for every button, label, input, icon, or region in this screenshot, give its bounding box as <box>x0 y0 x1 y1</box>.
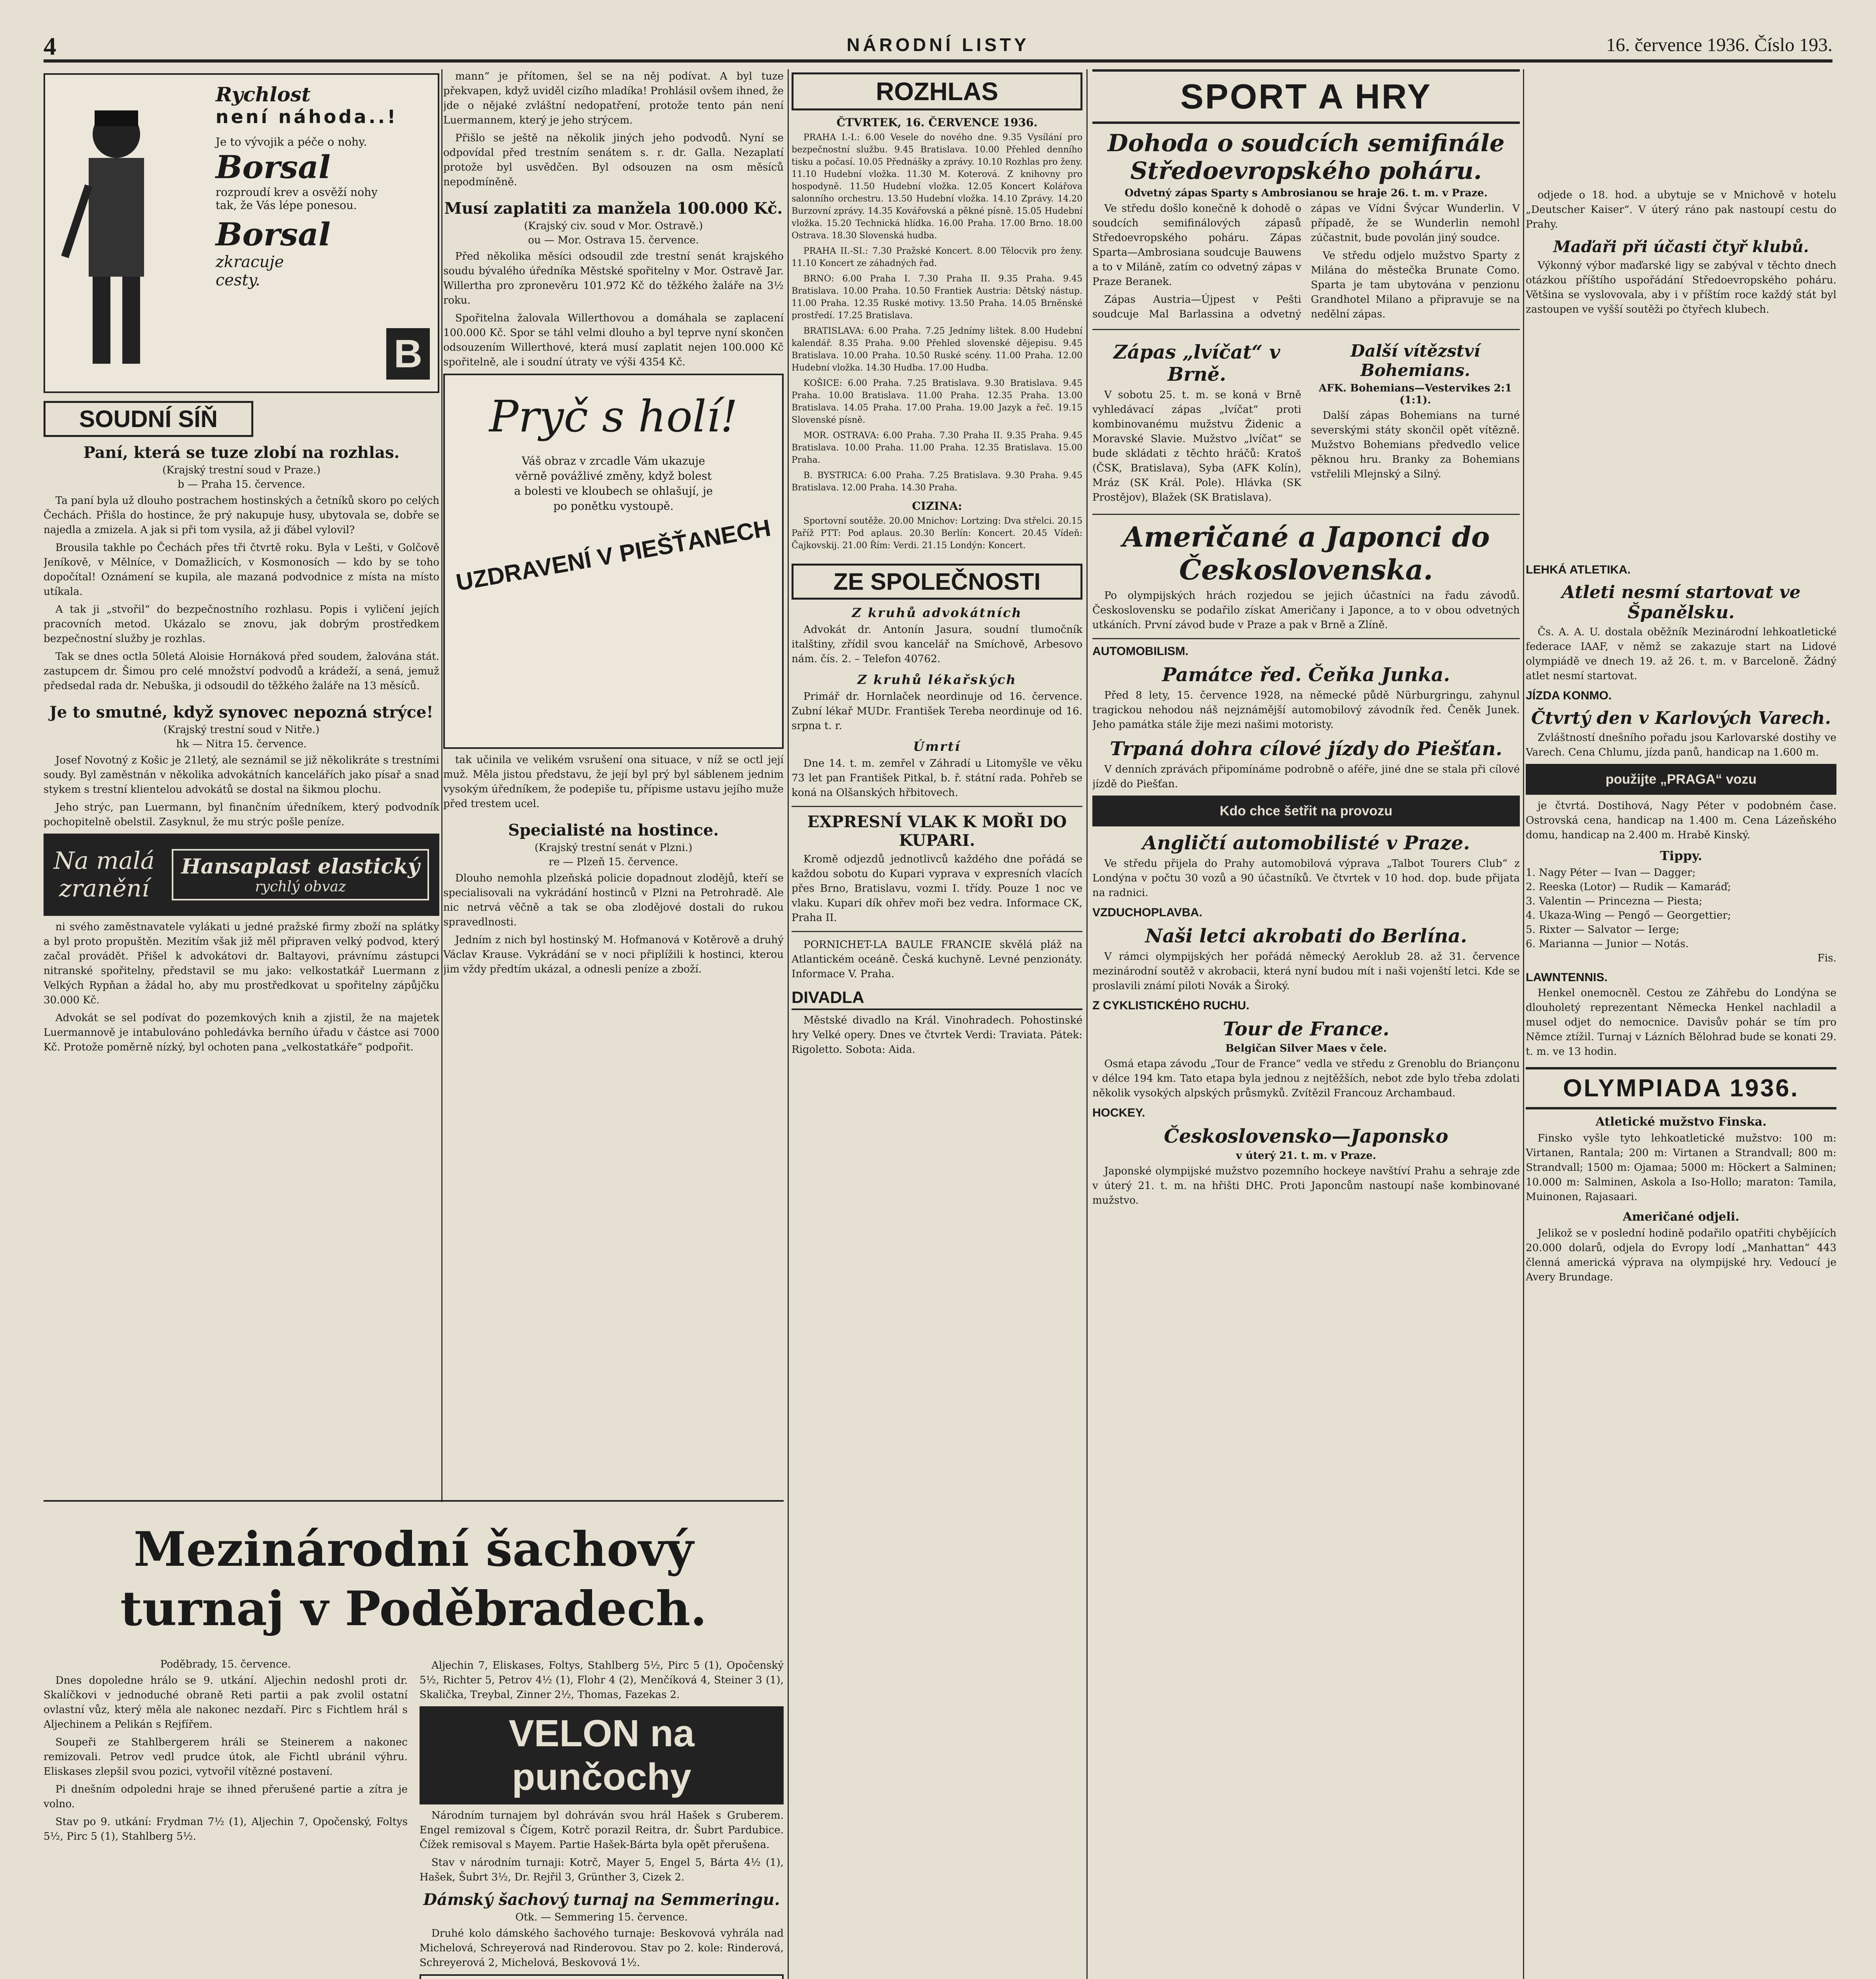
column-rule <box>788 69 789 1979</box>
society-heading: Úmrtí <box>913 739 961 754</box>
ad-text: cesty. <box>215 271 260 289</box>
ad-headline: Pryč s holí! <box>489 391 738 442</box>
velon-ad <box>420 1706 784 1804</box>
section-subtitle: LEHKÁ ATLETIKA. <box>1526 563 1631 576</box>
article-title: Američané a Japonci do Československa. <box>1122 520 1490 586</box>
article-paragraph: Jelikož se v poslední hodině podařilo opatřiti chybějících 20.000 dolarů, odjela do Evropy lodí „Manhattan“ 443 členná americká výprava na olympijské hry. Vedoucí je Avery Brundage. <box>1526 1227 1836 1283</box>
column-sport <box>1092 69 1520 1979</box>
column-sport-2 <box>1526 69 1836 1979</box>
article-dateline: ou — Mor. Ostrava 15. července. <box>528 234 699 246</box>
article-dateline: Poděbrady, 15. července. <box>160 1658 291 1670</box>
section-subtitle: AUTOMOBILISM. <box>1092 645 1189 658</box>
ad-text: tak, že Vás lépe ponesou. <box>215 199 357 212</box>
chess-headline: Mezinárodní šachový turnaj v Poděbradech. <box>120 1521 707 1637</box>
section-subtitle: HOCKEY. <box>1092 1106 1145 1119</box>
article-title: Musí zaplatiti za manžela 100.000 Kč. <box>444 199 783 218</box>
ad-brand: Borsal <box>215 148 331 186</box>
radio-program: PRAHA I.-I.: 6.00 Vesele do nového dne. 9.35 Vysílání pro bezpečnostní službu. 9.45 Bratislava. 10.00 Přehled denního tisku a počasí. 10.05 Přednášky a zprávy. 10.10 Rozhlas pro ženy. 11.10 Hudební vložka. 11.30 M. Koterová. Z knihovny pro hospodyně. 11.50 Hudební vložka. 12.05 Koncert Kolářova salonního orchestru. 13.50 Hudební vložka. 14.10 Zprávy. 14.20 Burzovní zprávy. 14.35 Kovářovská a pěkné písně. 15.05 Hudební vložka. 15.20 Technická hlídka. 16.00 Praha. 17.00 Brno. 18.00 Ostrava. 18.30 Slovenská hudba. <box>792 133 1082 241</box>
theatre-listing: Městské divadlo na Král. Vinohradech. Pohostinské hry Velké opery. Dnes ve čtvrtek Verdi: Traviata. Pátek: Rigoletto. Sobota: Aida. <box>792 1014 1082 1056</box>
column-court-2 <box>443 69 784 1502</box>
ad-text: Váš obraz v zrcadle Vám ukazuje věrně povážlivé změny, když bolest a bolesti ve kloubech se ohlašují, je po ponětku vystoupě. <box>514 454 713 513</box>
article-title: Angličtí automobilisté v Praze. <box>1142 832 1470 854</box>
article-title: Dámský šachový turnaj na Semmeringu. <box>423 1890 780 1909</box>
article-title: Specialisté na hostince. <box>508 821 719 839</box>
tips-title: Tippy. <box>1660 848 1702 863</box>
article-paragraph: Josef Novotný z Košic je 21letý, ale seznámil se již několikráte s trestními soudy. Byl zaměstnán v několika advokátních kancelářích jako písař a snad stykem s trestní klientelou advokátů se dostal na šikmou plochu. <box>44 754 439 796</box>
article-paragraph: Čs. A. A. U. dostala oběžník Mezinárodní lehkoatletické federace IAAF, v němž se zakazuje start na Lidové olympiádě ve dnech 19. až 26. t. m. v Barceloně. Žádný atlet nesmí startovat. <box>1526 626 1836 682</box>
article-subtitle: (Krajský trestní soud v Praze.) <box>162 464 321 476</box>
article-paragraph: Dlouho nemohla plzeňská policie dopadnout zlodějů, kteří se specialisovali na vykrádání hostinců v Plzni na Petrohradě. Ale nic netrvá věčně a tak se oba zlodějové dostali do rukou spravedlnosti. <box>443 872 784 928</box>
article-title: Československo—Japonsko <box>1164 1125 1449 1147</box>
article-paragraph: Spořitelna žalovala Willerthovou a domáhala se zaplacení 100.000 Kč. Spor se táhl velmi dlouho a byl teprve nyní skončen odsouzením Willerthové, která musí zaplatit nejen 100.000 Kč spořitelně, ale i soudní útraty ve výši 4354 Kč. <box>443 312 784 368</box>
article-title: Maďaři při účasti čtyř klubů. <box>1553 237 1809 256</box>
article-dateline: b — Praha 15. července. <box>177 479 306 490</box>
piestany-ad <box>443 374 784 749</box>
article-subtitle: (Krajský civ. soud v Mor. Ostravě.) <box>524 220 703 232</box>
article-title: Čtvrtý den v Karlových Varech. <box>1531 708 1831 728</box>
ad-text: použijte „PRAGA“ vozu <box>1605 771 1757 787</box>
ad-headline: Rychlost <box>215 83 311 106</box>
article-paragraph: Národním turnajem byl dohráván svou hrál Hašek s Gruberem. Engel remizoval s Čígem, Kotrč porazil Reitra, dr. Šubrt Pardubice. Čížek remisoval s Mayem. Partie Hašek-Bárta byla opět přerušena. <box>420 1810 784 1851</box>
article-title: Atleti nesmí startovat ve Španělsku. <box>1561 582 1801 623</box>
article-paragraph: tak učinila ve velikém vsrušení ona situace, v níž se octl její muž. Měla jistou představu, že její byl prý byl sáblenem jednim vysokým úředníkem, že podepiše tu, přípisme ustavu jejího muže před trestem ucel. <box>443 754 784 810</box>
ad-subheadline: není náhoda..! <box>215 106 398 127</box>
article-dateline: Otk. — Semmering 15. července. <box>515 1911 688 1923</box>
article-dateline: re — Plzeň 15. července. <box>549 856 678 868</box>
article-paragraph: A tak ji „stvořil“ do bezpečnostního rozhlasu. Popis i vyličení jejích pracovních metod. Ukázalo se znovu, jak dobrým prostředkem bezpečnostní služby je rozhlas. <box>44 604 439 645</box>
section-title: OLYMPIADA 1936. <box>1526 1067 1836 1109</box>
tips-list <box>1526 866 1836 965</box>
article-dateline: hk — Nitra 15. července. <box>176 738 307 750</box>
section-subtitle: VZDUCHOPLAVBA. <box>1092 906 1202 919</box>
article-paragraph: Ve středu došlo konečně k dohodě o soudcích semifinálových zápasů Středoevropského poháru. Zápas Sparta—Ambrosiana soudcuje Bauwens a to v Miláně, zatím co odvetný zápas v Praze Beranek. <box>1092 203 1301 288</box>
section-title: ZE SPOLEČNOSTI <box>792 564 1082 600</box>
section-title: DIVADLA <box>792 988 1082 1010</box>
article-title: Památce řed. Čeňka Junka. <box>1162 664 1450 686</box>
man-illustration <box>57 99 176 376</box>
article-title: Američané odjeli. <box>1623 1210 1739 1224</box>
ad-brand: Hansaplast elastický <box>181 855 420 879</box>
masthead <box>44 32 1832 63</box>
article-paragraph: V rámci olympijských her pořádá německý Aeroklub 28. až 31. července mezinárodní soutěž v akrobacii, která nyní budou mít i naši vojenští letci. Kde se proslavili známí piloti Novák a Široký. <box>1092 951 1520 992</box>
society-item: Primář dr. Hornlaček neordinuje od 16. července. Zubní lékař MUDr. František Tereba neordinuje od 16. srpna t. r. <box>792 691 1082 732</box>
article-paragraph: Finsko vyšle tyto lehkoatletické mužstvo: 100 m: Virtanen, Rantala; 200 m: Virtanen a Strandvall; 800 m: Strandvall; 1500 m: Ojamaa; 5000 m: Höckert a Salminen; 10.000 m: Salminen, Askola a Iso-Hollo; maraton: Tamila, Muinonen, Rajasaari. <box>1526 1132 1836 1203</box>
article-paragraph: ni svého zaměstnavatele vylákati u jedné pražské firmy zboží na splátky a byl proto propuštěn. Mezitím však již měl připraven velký podvod, který začal provádět. Přišel k advokátovi dr. Baltayovi, právnímu zástupci nitranské spořitelny, představil se mu jako: velkostatkář Luermann z Velkých Rypňan a žádal ho, aby mu prostředkovat u spořitelny zápůjčku 30.000 Kč. <box>44 921 439 1006</box>
society-item: Advokát dr. Antonín Jasura, soudní tlumočník italštiny, zřídil svou kancelář na Smíchově, Arbesovo nám. čís. 2. – Telefon 40762. <box>792 624 1082 665</box>
radio-program: B. BYSTRICA: 6.00 Praha. 7.25 Bratislava. 9.30 Praha. 9.45 Bratislava. 12.00 Praha. 14.30 Praha. <box>792 471 1082 493</box>
tip-signature: Fis. <box>1817 952 1836 964</box>
article-title: Atletické mužstvo Finska. <box>1595 1115 1767 1129</box>
section-subtitle: Z CYKLISTICKÉHO RUCHU. <box>1092 999 1249 1012</box>
tip-item: 6. Marianna — Junior — Notás. <box>1526 938 1689 950</box>
article-title: Další vítězství Bohemians. <box>1350 341 1480 380</box>
radio-program: PRAHA II.-SI.: 7.30 Pražské Koncert. 8.00 Tělocvik pro ženy. 11.10 Koncert ze záhadných řad. <box>792 246 1082 268</box>
article-paragraph: Ve středu odjelo mužstvo Sparty z Milána do městečka Brunate Como. Sparta je tam ubytována v penzionu Grandhotel Milano a připravuje se na nedělní zápas. <box>1311 250 1520 320</box>
section-subtitle: JÍZDA KONMO. <box>1526 689 1612 702</box>
tip-item: 5. Rixter — Salvator — Ierge; <box>1526 924 1680 936</box>
article-paragraph: je čtvrtá. Dostihová, Nagy Péter v podobném čase. Ostrovská cena, handicap na 1.400 m. Cena Lázeňského domu, handicap na 2.400 m. Hrabě Kinský. <box>1526 800 1836 841</box>
article-paragraph: Po olympijských hrách rozjedou se jejich účastníci na řadu závodů. Československu se podařilo získat Američany i Japonce, a to v obou odvetných utkáních. První závod bude v Praze a pak v Brně a Zlíně. <box>1092 590 1520 631</box>
ad-title: EXPRESNÍ VLAK K MOŘI DO KUPARI. <box>807 813 1067 850</box>
ad-text: rozproudí krev a osvěží nohy <box>215 186 378 199</box>
ad-brand: UZDRAVENÍ V PIEŠŤANECH <box>454 514 773 596</box>
hansaplast-ad <box>44 834 439 916</box>
column-rule <box>441 69 442 1502</box>
society-item: Dne 14. t. m. zemřel v Záhradí u Litomyšle ve věku 73 let pan František Pitkal, b. ř. státní rada. Pohřeb se koná na Olšanských hřbitovech. <box>792 758 1082 799</box>
article-subtitle: Odvetný zápas Sparty s Ambrosianou se hraje 26. t. m. v Praze. <box>1124 187 1488 199</box>
section-title: SOUDNÍ SÍŇ <box>44 401 253 437</box>
section-title: ROZHLAS <box>792 72 1082 110</box>
article-paragraph: Druhé kolo dámského šachového turnaje: Beskovová vyhrála nad Michelová, Schreyerová nad Rinderovou. Stav po 2. kole: Rinderová, Schreyerová 2, Michelová, Beskovová 1½. <box>420 1928 784 1969</box>
column-court <box>44 69 439 1502</box>
ad-text: Kdo chce šetřit na provozu <box>1219 803 1393 819</box>
article-paragraph: Další zápas Bohemians na turné severskými státy skončil opět vítězně. Mužstvo Bohemians předvedlo velice pěknou hru. Branky za Bohemians vstřelili Mlejnský a Silný. <box>1311 410 1520 480</box>
article-paragraph: Aljechin 7, Eliskases, Foltys, Stahlberg 5½, Pirc 5 (1), Opočenský 5½, Richter 5, Petrov 4½ (1), Flohr 4 (2), Menčíková 4, Steiner 3 (1), Skalička, Treybal, Zinner 2½, Thomas, Fazekas 2. <box>420 1660 784 1701</box>
article-paragraph: Jeho strýc, pan Luermann, byl finančním úředníkem, který podvodník pochopitelně obelstil. Zasyknul, že mu strýc pošle peníze. <box>44 801 439 828</box>
radio-program: BRATISLAVA: 6.00 Praha. 7.25 Jednímy lištek. 8.00 Hudební kalendář. 8.35 Praha. 9.00 Přehled slovenské dějepisu. 9.45 Bratislava. 10.00 Praha. 10.50 Ruské scény. 11.00 Praha. 12.00 Hudební vložka. 14.30 Hudba. 17.00 Hudba. <box>792 326 1082 373</box>
article-paragraph: Tak se dnes octla 50letá Aloisie Hornáková před soudem, žalována stát. zastupcem dr. Šimou pro celé množství podvodů a krádeží, a sená, jemuž předsedal rada dr. Nebuška, ji odsoudil do těžkého žaláře na 13 měsíců. <box>44 651 439 692</box>
tip-item: 1. Nagy Péter — Ivan — Dagger; <box>1526 867 1696 879</box>
article-paragraph: odjede o 18. hod. a ubytuje se v Mnichově v hotelu „Deutscher Kaiser“. V úterý ráno pak nastoupí cestu do Prahy. <box>1526 189 1836 230</box>
ad-brand: Borsal <box>215 216 331 253</box>
article-paragraph: Výkonný výbor maďarské ligy se zabýval v těchto dnech otázkou příštího uspořádání Středoevropského poháru. Většina se vyslovovala, aby i v příštím roce každý stát byl zastoupen ve vyšší soutěži po čtyřech klubech. <box>1526 260 1836 315</box>
section-subtitle: LAWNTENNIS. <box>1526 971 1608 984</box>
article-paragraph: Soupeři ze Stahlbergerem hráli se Steinerem a nakonec remizovali. Petrov vedl prudce útok, ale Fichtl ubránil výhru. Eliskases zlepšil svou pozici, vytvořil vítězné postavení. <box>44 1736 408 1778</box>
tip-item: 2. Reeska (Lotor) — Rudik — Kamaráď; <box>1526 881 1731 893</box>
article-paragraph: Dnes dopoledne hrálo se 9. utkání. Aljechin nedoshl proti dr. Skalíčkovi v jednoduché obraně Reti partii a pak zvolil ostatní ovlastní vůz, který měla ale nakonec nezdaří. Pirc s Fichtlem hrál s Aljechinem a Pelikán s Rejfířem. <box>44 1675 408 1730</box>
column-rule <box>1523 69 1524 1979</box>
article-paragraph: Zápas Austria—Újpest v Pešti soudcuje Mal Barlassina a odvetný zápas ve Vídni Švýcar Wunderlin. V případě, že se Wunderlin nemohl zúčastnit, bude povolán jiný soudce. <box>1092 203 1520 320</box>
spoluprace-ad <box>420 1974 784 1979</box>
chess-article <box>44 1658 784 1979</box>
article-paragraph: Henkel onemocněl. Cestou ze Záhřebu do Londýna se dlouholetý reprezentant Německa Henkel nachladil a musel odjet do nemocnice. Davisův pohár se tím pro Němce ztížil. Turnaj v Lázních Bělohrad bude se konati 29. t. m. ve 13 hodin. <box>1526 987 1836 1058</box>
issue-date: 16. července 1936. Číslo 193. <box>1606 34 1832 55</box>
tip-item: 3. Valentin — Princezna — Piesta; <box>1526 895 1703 907</box>
article-paragraph: Advokát se sel podívat do pozemkových knih a zjistil, že na majetek Luermannově je intabulováno pohledávka berního úřadu v částce asi 7000 Kč. Protože poměrně nízký, byl ochoten pana „velkostatkáře“ podpořit. <box>44 1012 439 1053</box>
article-title: Dohoda o soudcích semifinále Středoevropského poháru. <box>1107 129 1505 185</box>
article-title: Je to smutné, když synovec nepozná strýce! <box>49 703 433 722</box>
article-subtitle: (Krajský trestní senát v Plzni.) <box>534 842 693 854</box>
article-subtitle: v úterý 21. t. m. v Praze. <box>1236 1150 1377 1162</box>
article-paragraph: Jedním z nich byl hostinský M. Hofmanová v Kotěrově a druhý Václav Krause. Vykrádání se v noci připlížili k hostinci, kterou jim vždy předtím ukázal, a odnesli peníze a zboží. <box>443 934 784 975</box>
society-heading: Z kruhů advokátních <box>852 605 1022 620</box>
article-paragraph: Před několika měsíci odsoudil zde trestní senát krajského soudu bývalého úředníka Městské spořitelny v Mor. Ostravě Jar. Willertha pro zpronevěru 101.972 Kč do těžkého žaláře na 3½ roku. <box>443 251 784 306</box>
article-title: Paní, která se tuze zlobí na rozhlas. <box>83 443 400 462</box>
article-title: Trpaná dohra cílové jízdy do Piešťan. <box>1110 738 1502 760</box>
article-paragraph: Ta paní byla už dlouho postrachem hostinských a četníků skoro po celých Čechách. Přišla do hostince, že prý nakupuje husy, ubytovala se, dobře se najedla a zmizela. A jak si při tom vysila, až ji ďábel vylovil? <box>44 495 439 536</box>
radio-program: BRNO: 6.00 Praha I. 7.30 Praha II. 9.35 Praha. 9.45 Bratislava. 10.00 Praha. 10.50 Frantiek Austria: Dětský nástup. 11.00 Praha. 12.35 Ruské motivy. 13.50 Praha. 14.05 Brněnské prostředí. 17.25 Bratislava. <box>792 274 1082 321</box>
ad-banner <box>1092 796 1520 826</box>
tip-item: 4. Ukaza-Wing — Pengő — Georgettier; <box>1526 910 1731 921</box>
borsal-ad <box>44 73 439 393</box>
article-paragraph: Ve středu přijela do Prahy automobilová výprava „Talbot Tourers Club“ z Londýna v počtu 30 vozů a 90 účastníků. Ve čtvrtek v 10 hod. dop. bude přijata na radnici. <box>1092 858 1520 899</box>
section-title: SPORT A HRY <box>1092 69 1520 124</box>
ad-text: PORNICHET-LA BAULE FRANCIE skvělá pláž na Atlantickém oceáně. Česká kuchyně. Levné penzionáty. Informace V. Praha. <box>792 939 1082 980</box>
article-paragraph: mann“ je přítomen, šel se na něj podívat. A byl tuze překvapen, když uviděl cizího mladíka! Prohlásil ovšem ihned, že jde o nějaké zvláštní nedopatření, protože tento pán není Luermannem, který je jeho strýcem. <box>443 70 784 126</box>
program-subheading: CIZINA: <box>912 499 962 513</box>
column-rule <box>1086 69 1088 1979</box>
column-radio <box>792 69 1082 1979</box>
article-paragraph: V denních zprávách připomínáme podrobně o aféře, jiné dne se stala při cílové jízdě do Piešťan. <box>1092 763 1520 790</box>
article-paragraph: Přišlo se ještě na několik jiných jeho podvodů. Nyní se odpovídal před trestním senátem s. r. dr. Galla. Nezaplatí protože byl usvědčen. Byl odsouzen na osm měsíců nepodmíněně. <box>443 132 784 188</box>
praga-ad <box>1526 764 1836 795</box>
ad-text: Kromě odjezdů jednotlivců každého dne pořádá se každou sobotu do Kupari vyprava v expresních vlacích přes Brno, Bratislavu, vozmi I. třídy. Pouze 1 noc ve vlaku. Kupari dík ohřev moři bez vedra. Informace CK, Praha II. <box>792 853 1082 924</box>
ad-text: rychlý obvaz <box>255 879 346 895</box>
article-subtitle: Belgičan Silver Maes v čele. <box>1225 1043 1387 1054</box>
page-number: 4 <box>44 32 56 60</box>
article-paragraph: V sobotu 25. t. m. se koná v Brně vyhledávací zápas „lvíčat“ proti kombinovanému mužstvu Židenic a Moravské Slavie. Mužstvo „lvíčat“ se bude skládati z těchto hráčů: Kratoš (ČSK, Bratislava), Syba (AFK Kolín), Mráz (SK Král. Pole). Hlávka (SK Prostějov), Blažek (SK Bratislava). <box>1092 389 1301 503</box>
radio-program: MOR. OSTRAVA: 6.00 Praha. 7.30 Praha II. 9.35 Praha. 9.45 Bratislava. 10.00 Praha. 11.00 Praha. 12.35 Bratislava. 15.00 Praha. <box>792 431 1082 465</box>
article-subtitle: AFK. Bohemians—Vestervikes 2:1 (1:1). <box>1318 382 1512 406</box>
program-date: ČTVRTEK, 16. ČERVENCE 1936. <box>836 116 1038 129</box>
article-paragraph: Brousila takhle po Čechách přes tři čtvrtě roku. Byla v Lešti, v Golčově Jeníkově, v Mělníce, v Domažlicích, v Kosmonosích — kdo by se toho dopočítal! Oznámení se kupila, ale mazaná podvodnice z místa na místo utíkala. <box>44 542 439 598</box>
article-title: Tour de France. <box>1223 1018 1390 1040</box>
ad-logo: B <box>386 328 430 380</box>
article-paragraph: Osmá etapa závodu „Tour de France“ vedla ve středu z Grenoblu do Briançonu v délce 194 km. Tato etapa byla jednou z nejtěžších, nebot zde bylo třeba zdolati několik vysokých alpských průsmyků. Zvítězil Francouz Archambaud. <box>1092 1058 1520 1099</box>
ad-text: Je to vývojik a péče o nohy. <box>215 135 367 148</box>
ad-brand: VELON na punčochy <box>509 1712 695 1798</box>
article-paragraph: Před 8 lety, 15. července 1928, na německé půdě Nürburgringu, zahynul tragickou nehodou náš nejznámější automobilový závodník řed. Čeněk Junek. Jeho památka stále žije mezi našimi motoristy. <box>1092 689 1520 731</box>
society-heading: Z kruhů lékařských <box>857 672 1017 687</box>
ad-text: zranění <box>59 875 150 902</box>
article-paragraph: Stav po 9. utkání: Frydman 7½ (1), Aljechin 7, Opočenský, Foltys 5½, Pirc 5 (1), Stahlberg 5½. <box>44 1816 408 1842</box>
ad-text: Na malá <box>53 847 155 875</box>
article-paragraph: Pi dnešním odpoledni hraje se ihned přerušené partie a zítra je volno. <box>44 1783 408 1810</box>
article-subtitle: (Krajský trestní soud v Nitře.) <box>163 724 320 736</box>
article-paragraph: Zvláštností dnešního pořadu jsou Karlovarské dostihy ve Varech. Cena Chlumu, jízda panů, handicap na 1.600 m. <box>1526 732 1836 758</box>
article-paragraph: Japonské olympijské mužstvo pozemního hockeye navštíví Prahu a sehraje zde v úterý 21. t. m. na hřišti DHC. Proti Japoncům nastoupí naše kombinované mužstvo. <box>1092 1165 1520 1206</box>
article-title: Naši letci akrobati do Berlína. <box>1145 925 1467 947</box>
article-paragraph: Stav v národním turnaji: Kotrč, Mayer 5, Engel 5, Bárta 4½ (1), Hašek, Šubrt 3½, Dr. Rejřil 3, Grünther 3, Cizek 2. <box>420 1857 784 1883</box>
article-title: Zápas „lvíčat“ v Brně. <box>1113 341 1280 386</box>
radio-program: Sportovní soutěže. 20.00 Mnichov: Lortzing: Dva střelci. 20.15 Paříž PTT: Pod aplaus. 20.30 Berlín: Koncert. 20.45 Vídeň: Čajkovskij. 21.00 Řím: Verdi. 21.15 Londýn: Koncert. <box>792 516 1082 551</box>
paper-name: NÁRODNÍ LISTY <box>847 34 1029 55</box>
ad-text: zkracuje <box>215 253 284 271</box>
radio-program: KOŠICE: 6.00 Praha. 7.25 Bratislava. 9.30 Bratislava. 9.45 Praha. 10.00 Bratislava. 11.00 Praha. 12.35 Praha. 13.00 Bratislava. 14.05 Praha. 17.00 Praha. 19.00 Jazyk a řeč. 19.15 Slovenské písně. <box>792 378 1082 425</box>
